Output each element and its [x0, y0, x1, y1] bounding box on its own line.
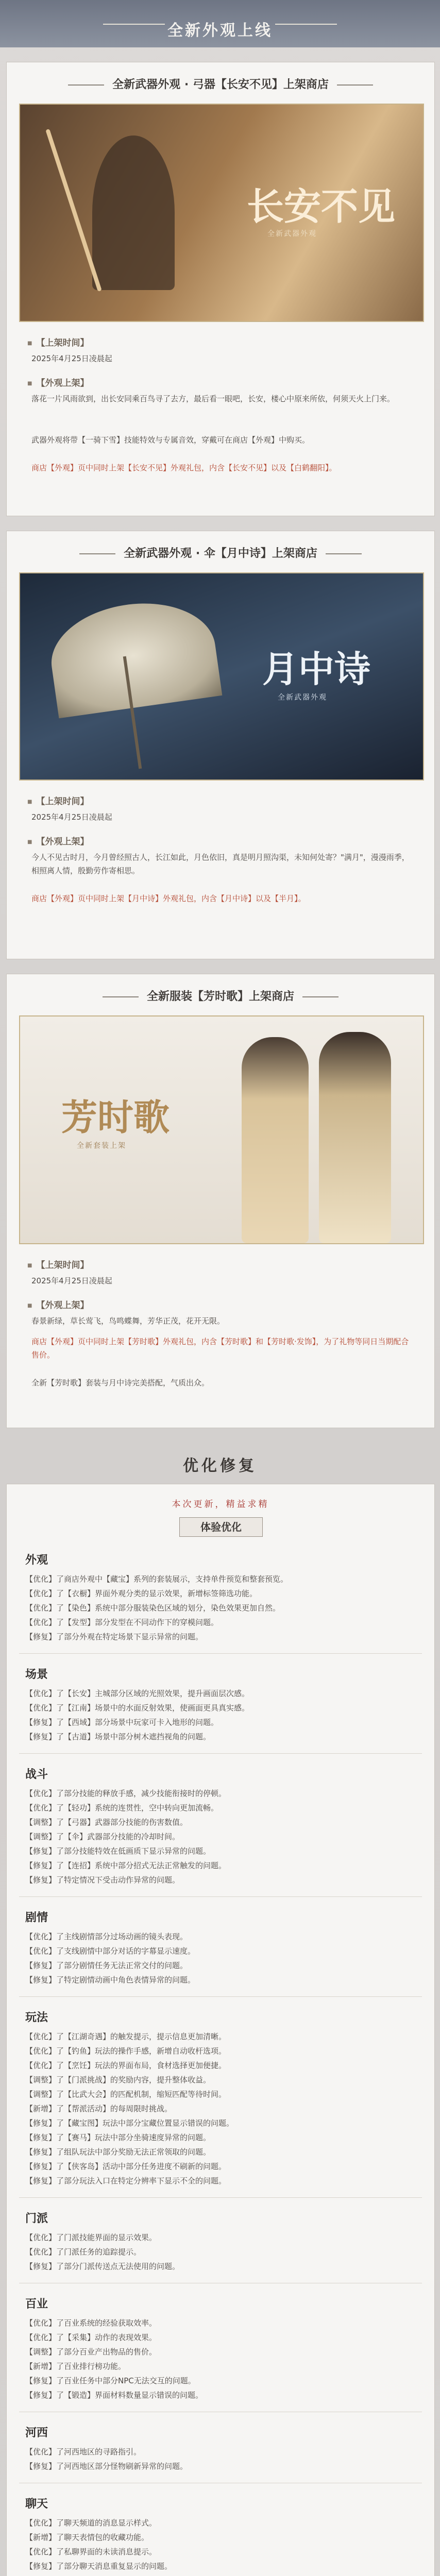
list-item: 【优化】了【采集】动作的表现效果。	[25, 2333, 157, 2342]
list-item: 【调整】了【比武大会】的匹配机制，缩短匹配等待时间。	[25, 2090, 227, 2099]
list-item: 【优化】了门派技能界面的显示效果。	[25, 2233, 157, 2242]
category-item-list	[25, 1572, 417, 1644]
list-item: 【修复】了【侠客岛】活动中部分任务进度不刷新的问题。	[25, 2162, 227, 2171]
category-heading: 聊天	[25, 2498, 48, 2511]
category-item-list	[25, 2445, 417, 2473]
time-label-3: ■ 【上架时间】	[27, 1258, 89, 1270]
time-label-1: ■ 【上架时间】	[27, 335, 89, 348]
list-item: 【修复】了特定情况下受击动作异常的问题。	[25, 1875, 180, 1885]
list-item: 【优化】了【轻功】系统的连贯性，空中转向更加流畅。	[25, 1803, 219, 1812]
list-item: 【调整】了【伞】武器部分技能的冷却时间。	[25, 1832, 180, 1841]
list-item: 【优化】了【钓鱼】玩法的操作手感，新增自动收杆选项。	[25, 2046, 227, 2056]
intro-para-3a: 春景新绿，草长莺飞，鸟鸣蝶舞，芳华正茂，花开无限。	[31, 1316, 225, 1326]
section-card-1	[6, 62, 435, 516]
list-item: 【优化】了商店外观中【藏宝】系列的套装展示，支持单件预览和整套预览。	[25, 1574, 289, 1584]
section-card-3	[6, 974, 435, 1428]
category-heading: 外观	[25, 1554, 48, 1567]
hero-sub-2: 全新武器外观	[278, 693, 327, 702]
list-item: 【修复】了【藏宝图】玩法中部分宝藏位置显示错误的问题。	[25, 2119, 234, 2128]
section-head-1: 全新武器外观 · 弓器【长安不见】上架商店	[7, 76, 434, 92]
category-item-list	[25, 1686, 417, 1744]
list-item: 【修复】了部分技能特效在低画质下显示异常的问题。	[25, 1846, 211, 1856]
intro-para-3b: 商店【外观】页中同时上架【芳时歌】外观礼包，内含【芳时歌】和【芳时歌·发饰】，为了礼物等同日当期配合售价。	[31, 1337, 409, 1360]
hero-sub-1: 全新武器外观	[267, 230, 317, 238]
list-item: 【优化】了【长安】主城部分区域的光照效果，提升画面层次感。	[25, 1689, 250, 1698]
time-value-1: 2025年4月25日凌晨起	[31, 354, 112, 363]
hero-title-1: 长安不见	[247, 184, 396, 228]
umbrella-icon	[45, 594, 223, 719]
experience-tag: 体验优化	[179, 1517, 263, 1537]
list-item: 【修复】了【西域】部分场景中玩家可卡入地形的问题。	[25, 1718, 219, 1727]
intro-label-3: ■ 【外观上架】	[27, 1298, 89, 1311]
category-divider	[19, 2197, 422, 2198]
category-heading: 玩法	[25, 2011, 48, 2024]
section-card-2	[6, 531, 435, 959]
hero-sub-3: 全新套装上架	[77, 1142, 126, 1150]
list-item: 【新增】了百业排行榜功能。	[25, 2362, 126, 2371]
hero-image-3	[19, 1015, 424, 1244]
list-item: 【修复】了百业任务中部分NPC无法交互的问题。	[25, 2376, 196, 2385]
list-item: 【修复】了【连招】系统中部分招式无法正常触发的问题。	[25, 1861, 227, 1870]
category-item-list	[25, 1929, 417, 1987]
time-label-2: ■ 【上架时间】	[27, 794, 89, 807]
list-item: 【修复】了河西地区部分怪物刷新异常的问题。	[25, 2462, 188, 2471]
section-head-3: 全新服装【芳时歌】上架商店	[7, 988, 434, 1004]
list-item: 【优化】了主线剧情部分过场动画的镜头表现。	[25, 1932, 188, 1941]
list-item: 【修复】了部分外观在特定场景下显示异常的问题。	[25, 1632, 204, 1641]
list-item: 【修复】了【古道】场景中部分树木遮挡视角的问题。	[25, 1732, 211, 1741]
list-item: 【修复】了【锻造】界面材料数量显示错误的问题。	[25, 2391, 204, 2400]
list-item: 【新增】了【帮派活动】的每周限时挑战。	[25, 2104, 173, 2113]
category-divider	[19, 1753, 422, 1754]
list-item: 【修复】了部分剧情任务无法正常交付的问题。	[25, 1961, 188, 1970]
banner-title: 全新外观上线	[167, 22, 273, 40]
time-value-2: 2025年4月25日凌晨起	[31, 812, 112, 822]
list-item: 【优化】了私聊界面的未读消息提示。	[25, 2547, 157, 2556]
category-divider	[19, 1653, 422, 1654]
category-item-list	[25, 2516, 417, 2576]
intro-para-2b: 商店【外观】页中同时上架【月中诗】外观礼包，内含【月中诗】以及【半月】。	[31, 894, 306, 903]
list-item: 【优化】了支线剧情中部分对话的字幕显示速度。	[25, 1946, 196, 1956]
list-item: 【修复】了部分门派传送点无法使用的问题。	[25, 2262, 180, 2271]
hero-character-left	[242, 1037, 309, 1243]
category-item-list	[25, 2316, 417, 2402]
time-value-3: 2025年4月25日凌晨起	[31, 1276, 112, 1285]
list-item: 【优化】了部分技能的释放手感，减少技能衔接时的停顿。	[25, 1789, 227, 1798]
list-item: 【优化】了百业系统的经验获取效率。	[25, 2318, 157, 2328]
intro-para-3c: 全新【芳时歌】套装与月中诗完美搭配，气质出众。	[31, 1378, 210, 1387]
list-item: 【修复】了部分聊天消息重复显示的问题。	[25, 2562, 173, 2571]
intro-para-2a: 今人不见古时月，今月曾经照古人，长江如此，月色依旧，真是明月照沟渠，未知何处寄？"满月"，漫漫雨季，相照离人情，殷勤劳作寄相思。	[31, 853, 410, 875]
category-heading: 场景	[25, 1668, 48, 1681]
list-item: 【优化】了河西地区的寻路指引。	[25, 2447, 142, 2456]
optimize-subtitle: 本次更新，精益求精	[172, 1499, 269, 1510]
category-heading: 剧情	[25, 1911, 48, 1924]
list-item	[25, 2573, 417, 2576]
intro-para-1c: 商店【外观】页中同时上架【长安不见】外观礼包，内含【长安不见】以及【白鹤翻阳】。	[31, 463, 337, 472]
list-item: 【优化】了【江湖奇遇】的触发提示，提示信息更加清晰。	[25, 2032, 227, 2041]
list-item: 【优化】了【发型】部分发型在不同动作下的穿模问题。	[25, 1618, 219, 1627]
list-item: 【优化】了门派任务的追踪提示。	[25, 2247, 142, 2257]
hero-title-2: 月中诗	[262, 648, 370, 690]
category-heading: 百业	[25, 2298, 48, 2311]
list-item: 【修复】了部分玩法入口在特定分辨率下显示不全的问题。	[25, 2176, 227, 2185]
list-item: 【优化】了【江南】场景中的水面反射效果，使画面更具真实感。	[25, 1703, 250, 1713]
list-item: 【调整】了部分百业产出物品的售价。	[25, 2347, 157, 2357]
list-item: 【修复】了特定剧情动画中角色表情异常的问题。	[25, 1975, 196, 1985]
intro-label-1: ■ 【外观上架】	[27, 376, 89, 388]
section-head-2: 全新武器外观 · 伞【月中诗】上架商店	[7, 545, 434, 561]
top-banner	[0, 0, 440, 47]
hero-figure	[92, 135, 175, 290]
hero-title-3: 芳时歌	[61, 1096, 170, 1139]
category-heading: 战斗	[25, 1768, 48, 1781]
intro-label-2: ■ 【外观上架】	[27, 834, 89, 847]
hero-character-right	[319, 1032, 391, 1243]
list-item: 【优化】了聊天频道的消息显示样式。	[25, 2518, 157, 2528]
category-heading: 门派	[25, 2212, 48, 2225]
hero-image-2	[19, 572, 424, 781]
list-item: 【调整】了【弓器】武器部分技能的伤害数值。	[25, 1818, 188, 1827]
category-item-list	[25, 2230, 417, 2274]
intro-para-1b: 武器外观将带【一骑下雪】技能特效与专属音效，穿戴可在商店【外观】中购买。	[31, 435, 310, 445]
list-item: 【修复】了组队玩法中部分奖励无法正常领取的问题。	[25, 2147, 211, 2157]
list-item: 【优化】了【染色】系统中部分服装染色区域的划分，染色效果更加自然。	[25, 1603, 281, 1613]
hero-image-1	[19, 104, 424, 322]
category-heading: 河西	[25, 2427, 48, 2439]
list-item: 【优化】了【衣橱】界面外观分类的显示效果，新增标签筛选功能。	[25, 1589, 258, 1598]
list-item: 【调整】了【门派挑战】的奖励内容，提升整体收益。	[25, 2075, 211, 2084]
optimize-title: 优化修复	[183, 1457, 257, 1475]
list-item: 【优化】了【烹饪】玩法的界面布局，食材选择更加便捷。	[25, 2061, 227, 2070]
category-divider	[19, 1896, 422, 1897]
intro-para-1a: 落花一片风雨欲到，出长安同乘百鸟寻了去方，最后看一眼吧，长安，楼心中原来所依，何须天火上门来。	[31, 394, 395, 403]
category-item-list	[25, 2029, 417, 2188]
category-item-list	[25, 1786, 417, 1887]
list-item: 【修复】了【赛马】玩法中部分坐骑速度异常的问题。	[25, 2133, 211, 2142]
list-item: 【新增】了聊天表情包的收藏功能。	[25, 2533, 149, 2542]
optimize-card	[6, 1484, 435, 2576]
category-divider	[19, 1996, 422, 1997]
